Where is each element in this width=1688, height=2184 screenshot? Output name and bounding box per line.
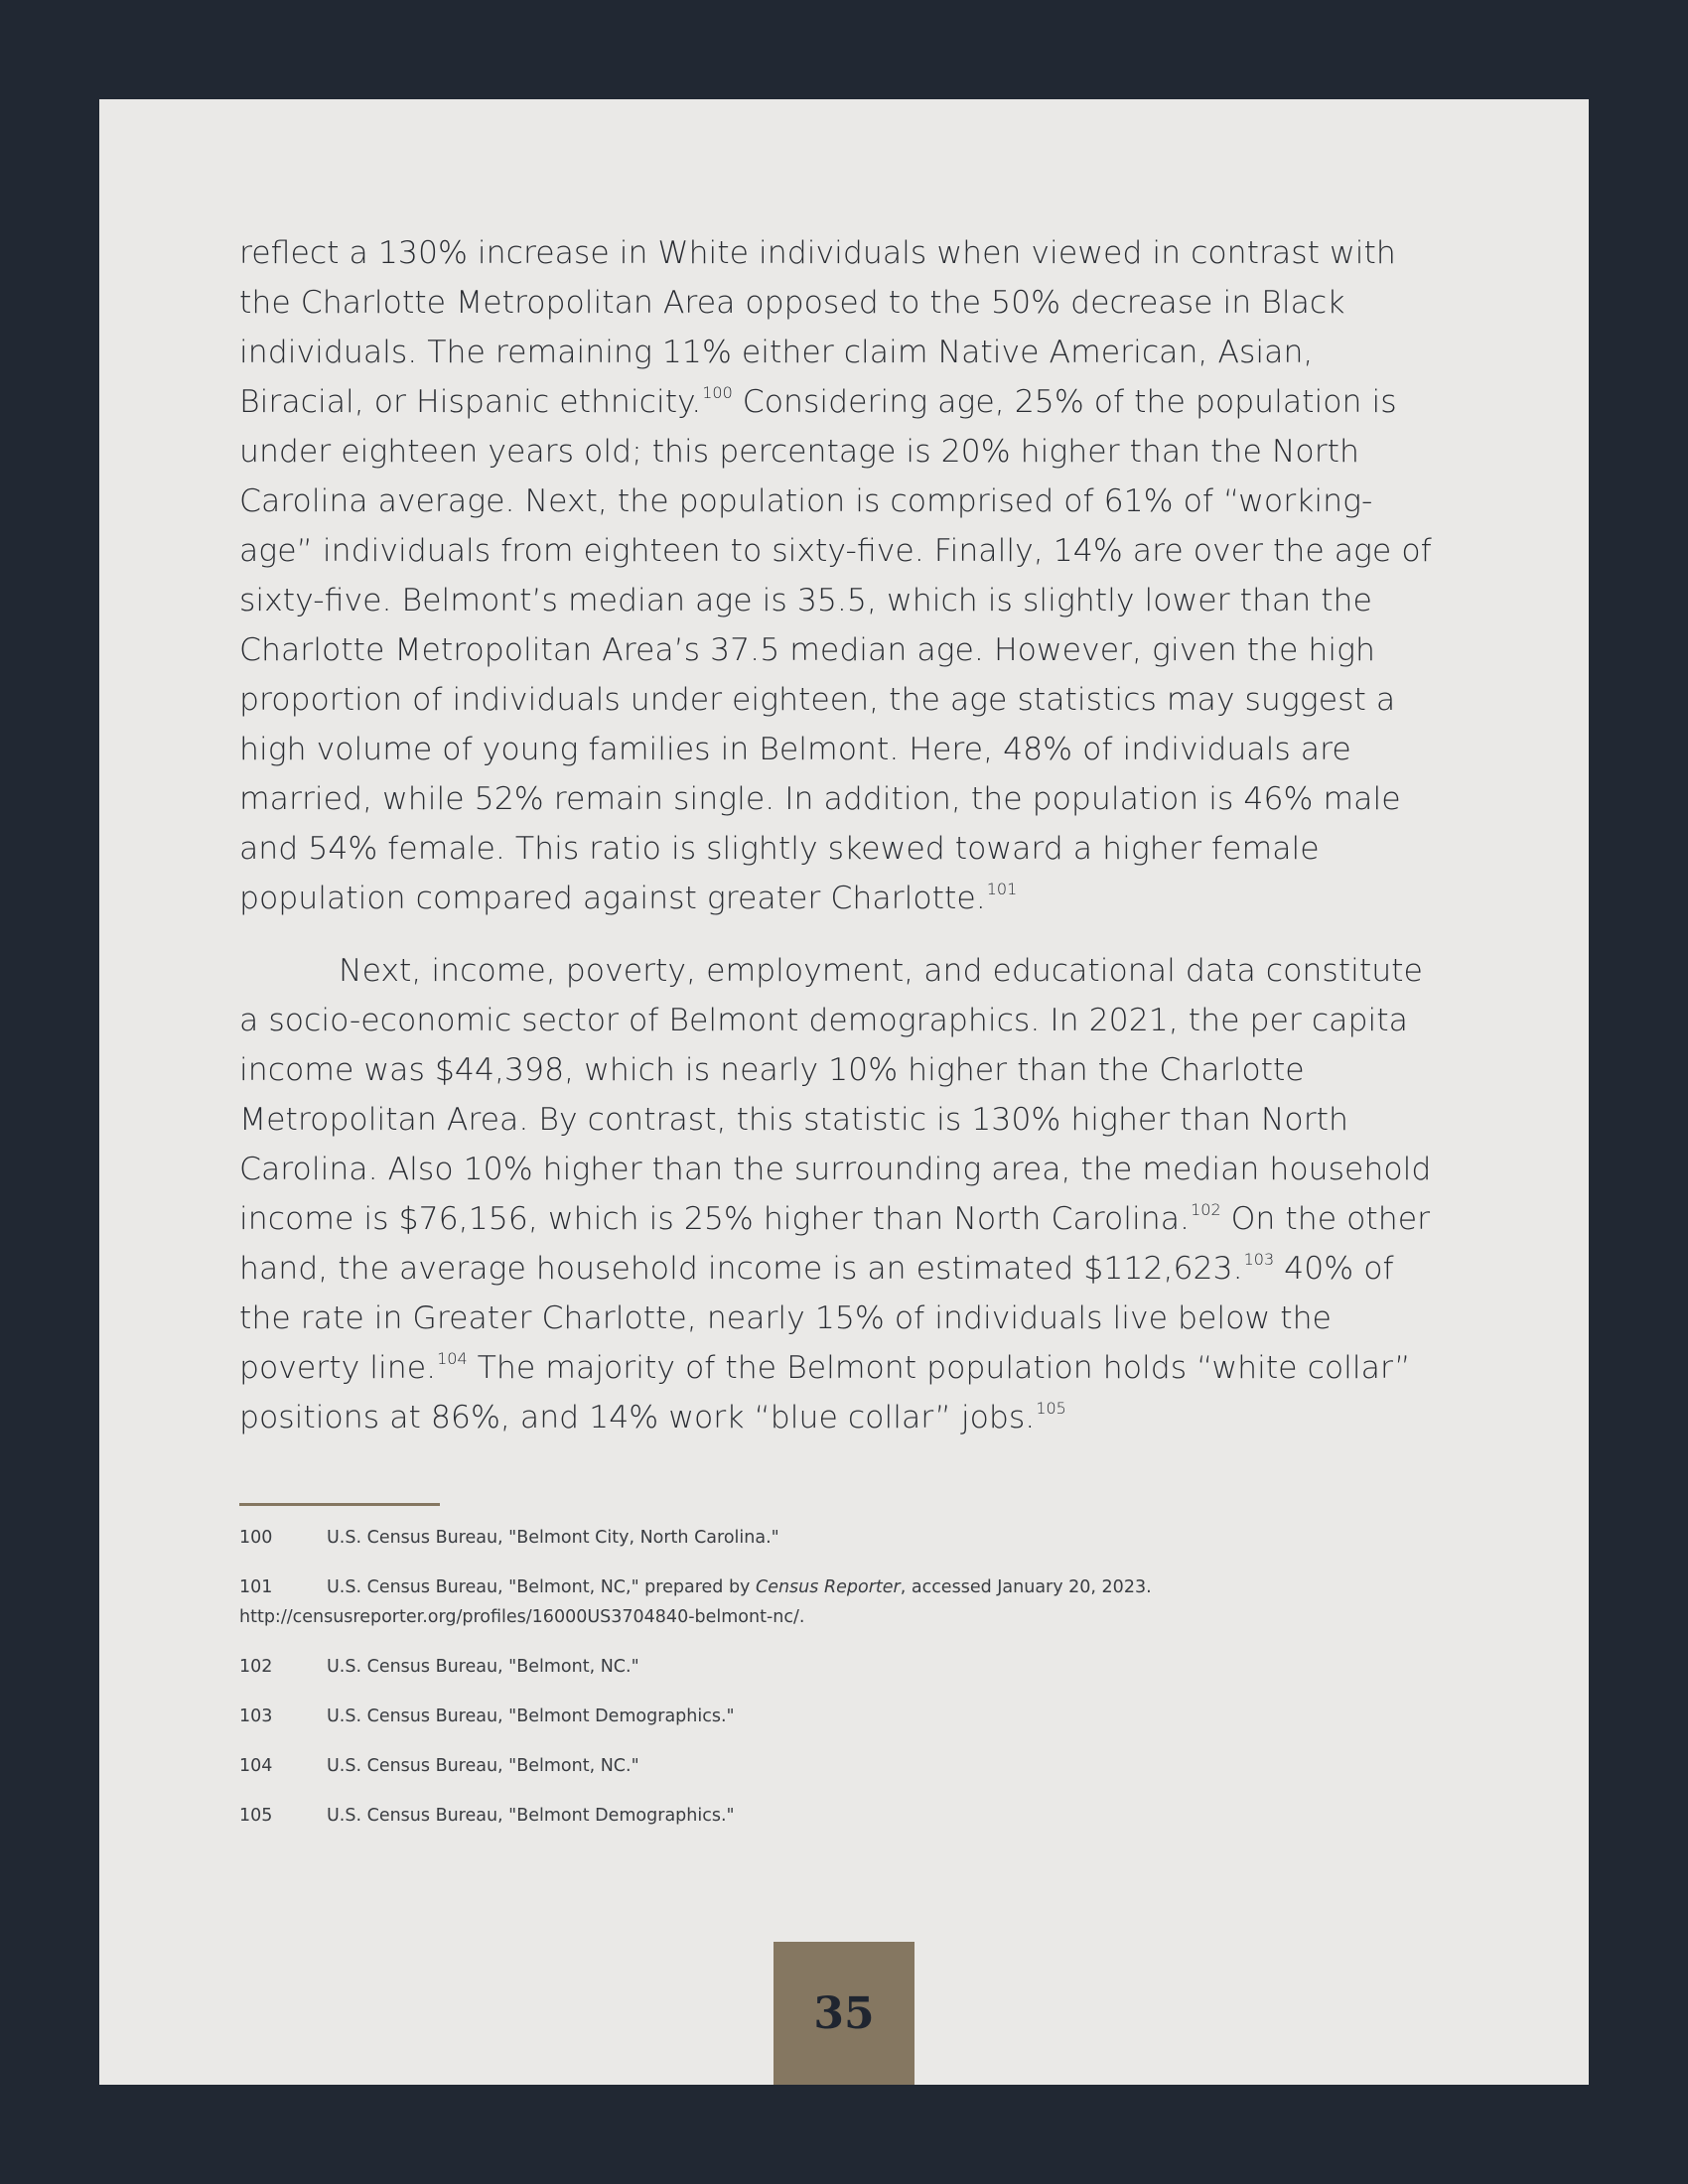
footnote-number: 102	[239, 1657, 273, 1677]
footnote-reference[interactable]: 104	[437, 1349, 468, 1368]
footnote-item	[239, 1523, 1480, 1553]
footnote-reference[interactable]: 103	[1243, 1250, 1275, 1269]
footnote-item	[239, 1751, 1480, 1781]
paragraph-text: The majority of the Belmont population holds “white collar” positions at 86%, and 14% work “blue collar” jobs.	[239, 1350, 1411, 1435]
footnote-item	[239, 1702, 1480, 1731]
footnote-divider	[239, 1503, 440, 1506]
footnote-text: U.S. Census Bureau, "Belmont Demographics."	[327, 1706, 735, 1726]
footnotes-section	[239, 1523, 1480, 1850]
footnote-text: U.S. Census Bureau, "Belmont City, North Carolina."	[327, 1528, 779, 1548]
paragraph-text: Considering age, 25% of the population is under eighteen years old; this percentage is 20% higher than the North Carolina average. Next, the population is comprised of 61% of “working-age” individuals from eighteen to sixty-five. Finally, 14% are over the age of sixty-five. Belmont’s median age is 35.5, which is slightly lower than the Charlotte Metropolitan Area’s 37.5 median age. However, given the high proportion of individuals under eighteen, the age statistics may suggest a high volume of young families in Belmont. Here, 48% of individuals are married, while 52% remain single. In addition, the population is 46% male and 54% female. This ratio is slightly skewed toward a higher female population compared against greater Charlotte.	[239, 384, 1432, 916]
document-page	[99, 99, 1589, 2085]
footnote-text: U.S. Census Bureau, "Belmont, NC," prepared by	[327, 1577, 756, 1597]
footnote-text: U.S. Census Bureau, "Belmont, NC."	[327, 1756, 639, 1776]
footnote-reference[interactable]: 101	[986, 880, 1018, 898]
footnote-text: U.S. Census Bureau, "Belmont Demographics."	[327, 1806, 735, 1826]
footnote-number: 103	[239, 1706, 273, 1726]
paragraph-socio-economic	[239, 946, 1441, 1442]
page-number-badge	[774, 1942, 914, 2085]
paragraph-text: Next, income, poverty, employment, and educational data constitute a socio-economic sector of Belmont demographics. In 2021, the per capita income was $44,398, which is nearly 10% higher than the Charlotte Metropolitan Area. By contrast, this statistic is 130% higher than North Carolina. Also 10% higher than the surrounding area, the median household income is $76,156, which is 25% higher than North Carolina.	[239, 953, 1432, 1237]
footnote-reference[interactable]: 102	[1191, 1200, 1221, 1219]
footnote-item	[239, 1572, 1480, 1632]
footnote-reference[interactable]: 100	[702, 383, 733, 402]
footnote-number: 100	[239, 1528, 273, 1548]
footnote-number: 104	[239, 1756, 273, 1776]
footnote-number: 105	[239, 1806, 273, 1826]
footnote-text-link[interactable]: , accessed January 20, 2023. http://censusreporter.org/profiles/16000US3704840-belmont-nc/.	[239, 1577, 1152, 1627]
paragraph-text: On the other hand, the average household income is an estimated $112,623.	[239, 1201, 1431, 1287]
footnote-reference[interactable]: 105	[1036, 1399, 1066, 1418]
paragraph-demographics	[239, 228, 1441, 923]
footnote-number: 101	[239, 1577, 273, 1597]
paragraph-text: reflect a 130% increase in White individuals when viewed in contrast with the Charlotte Metropolitan Area opposed to the 50% decrease in Black individuals. The remaining 11% either claim Native American, Asian, Biracial, or Hispanic ethnicity.	[239, 235, 1396, 420]
footnote-text: U.S. Census Bureau, "Belmont, NC."	[327, 1657, 639, 1677]
footnote-item	[239, 1652, 1480, 1682]
page-number: 35	[813, 1987, 875, 2039]
footnote-item	[239, 1801, 1480, 1831]
body-text	[239, 228, 1441, 1442]
paragraph-text: 40% of the rate in Greater Charlotte, nearly 15% of individuals live below the poverty line.	[239, 1251, 1394, 1386]
footnote-source-title: Census Reporter	[755, 1577, 901, 1597]
